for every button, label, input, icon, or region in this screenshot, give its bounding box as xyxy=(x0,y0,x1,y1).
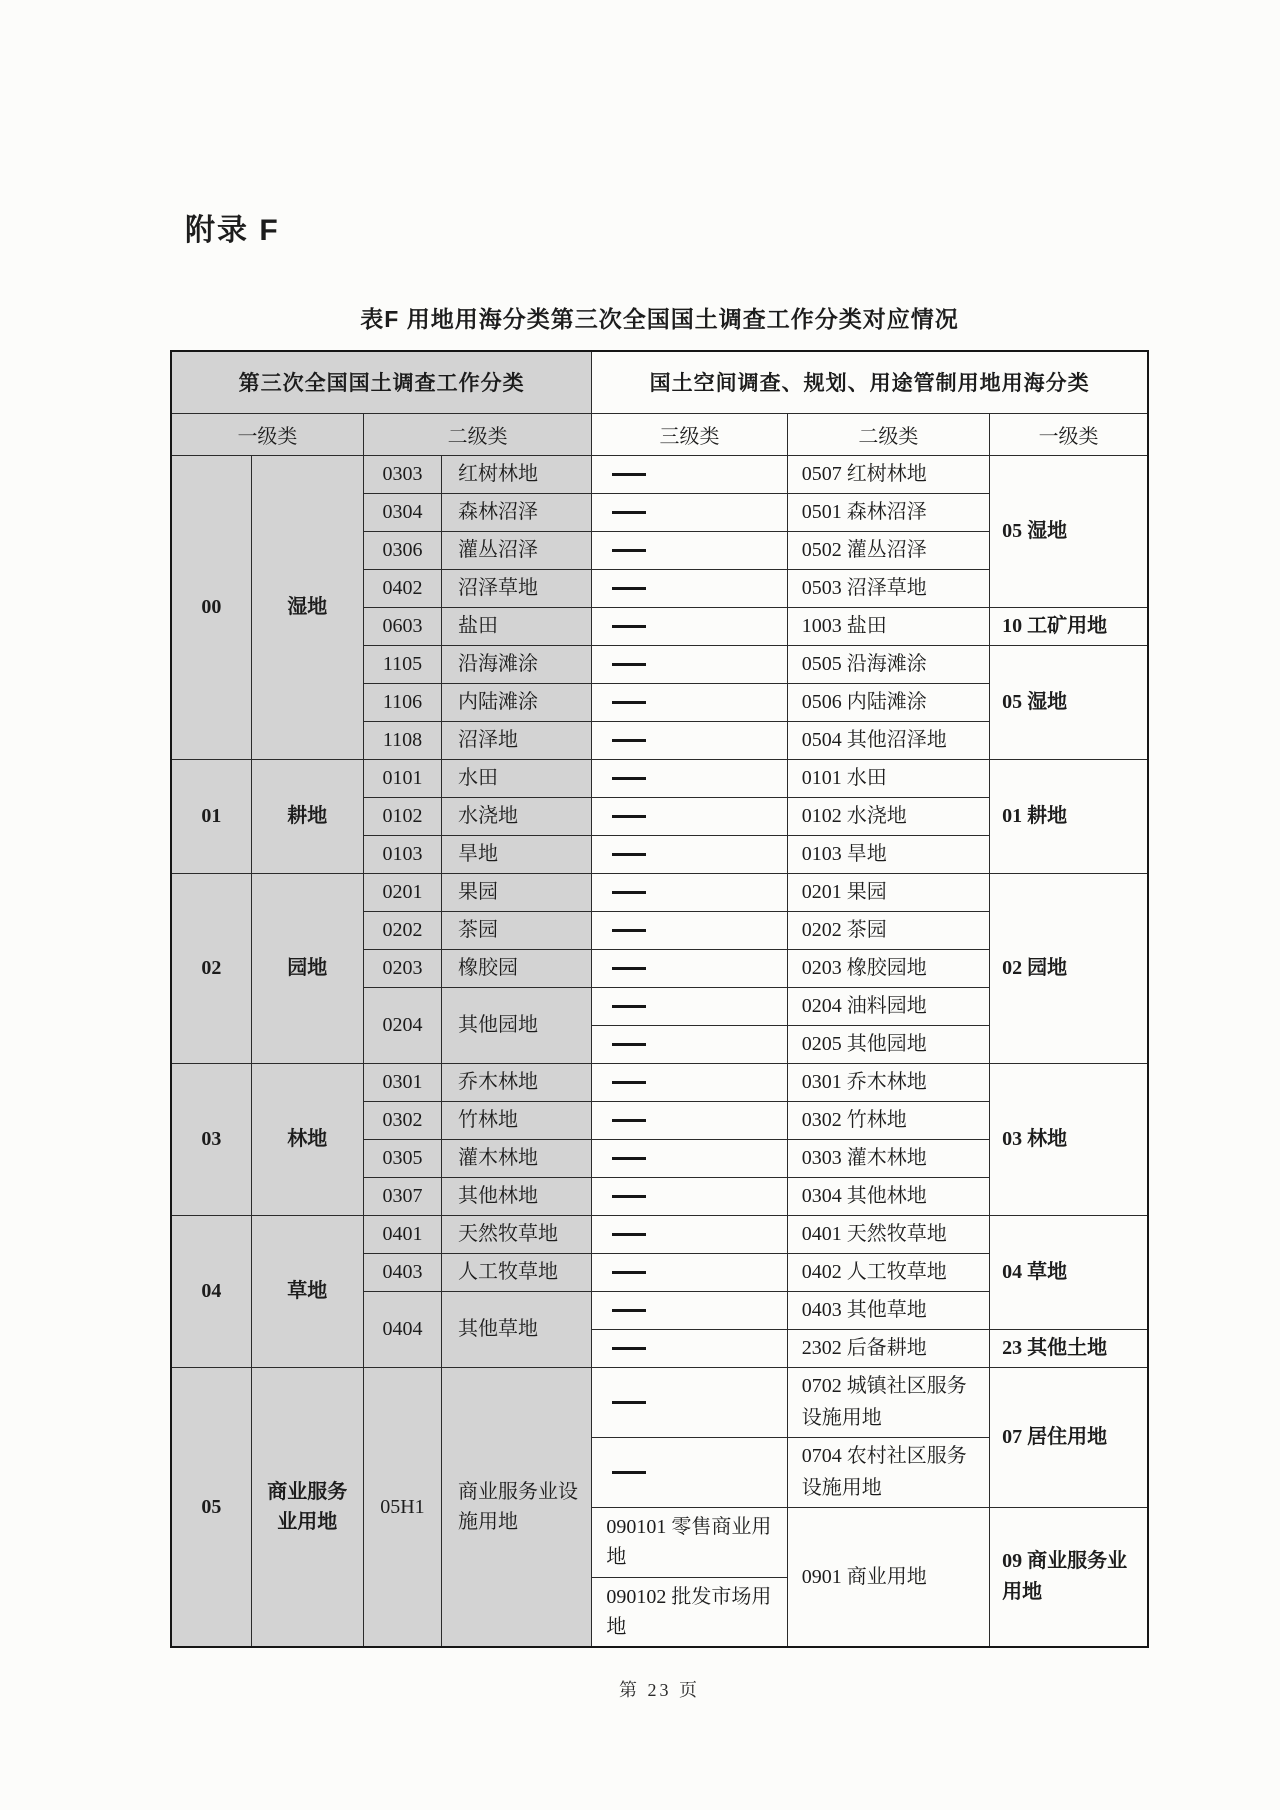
header-right-spatial-classification: 国土空间调查、规划、用途管制用地用海分类 xyxy=(592,351,1148,413)
spatial-level3-cell xyxy=(592,1329,787,1367)
table-row xyxy=(171,1367,1148,1437)
spatial-level2-cell: 0103 旱地 xyxy=(787,835,989,873)
spatial-level2-cell: 0102 水浇地 xyxy=(787,797,989,835)
subheader-left-level1: 一级类 xyxy=(171,413,363,455)
spatial-level3-cell xyxy=(592,607,787,645)
dash-placeholder xyxy=(612,815,646,818)
survey-level1-name-cell: 商业服务业用地 xyxy=(251,1367,363,1647)
spatial-level3-cell xyxy=(592,1215,787,1253)
dash-placeholder xyxy=(612,663,646,666)
subheader-right-level2: 二级类 xyxy=(787,413,989,455)
page-number: 第 23 页 xyxy=(619,1680,700,1700)
spatial-level2-cell: 0205 其他园地 xyxy=(787,1025,989,1063)
survey-level2-code-cell: 0103 xyxy=(363,835,441,873)
dash-placeholder xyxy=(612,1347,646,1350)
survey-level2-name-cell: 灌木林地 xyxy=(442,1139,592,1177)
spatial-level2-cell: 0507 红树林地 xyxy=(787,455,989,493)
spatial-level1-cell: 07 居住用地 xyxy=(990,1367,1148,1507)
table-row xyxy=(171,455,1148,493)
spatial-level3-cell xyxy=(592,759,787,797)
dash-placeholder xyxy=(612,1119,646,1122)
survey-level2-name-cell: 竹林地 xyxy=(442,1101,592,1139)
spatial-level2-cell: 0502 灌丛沼泽 xyxy=(787,531,989,569)
spatial-level2-cell: 0301 乔木林地 xyxy=(787,1063,989,1101)
survey-level2-name-cell: 沼泽地 xyxy=(442,721,592,759)
table-title: 表F 用地用海分类第三次全国国土调查工作分类对应情况 xyxy=(360,306,959,332)
spatial-level2-cell: 0901 商业用地 xyxy=(787,1507,989,1647)
survey-level2-code-cell: 0102 xyxy=(363,797,441,835)
survey-level1-name-cell: 草地 xyxy=(251,1215,363,1367)
spatial-level2-cell: 0304 其他林地 xyxy=(787,1177,989,1215)
spatial-level3-cell xyxy=(592,569,787,607)
dash-placeholder xyxy=(612,1081,646,1084)
dash-placeholder xyxy=(612,1157,646,1160)
spatial-level1-cell: 23 其他土地 xyxy=(990,1329,1148,1367)
survey-level2-name-cell: 其他林地 xyxy=(442,1177,592,1215)
spatial-level1-cell: 03 林地 xyxy=(990,1063,1148,1215)
dash-placeholder xyxy=(612,967,646,970)
survey-level2-name-cell: 森林沼泽 xyxy=(442,493,592,531)
subheader-right-level1: 一级类 xyxy=(990,413,1148,455)
spatial-level3-cell xyxy=(592,1139,787,1177)
survey-level2-code-cell: 0603 xyxy=(363,607,441,645)
survey-level2-name-cell: 灌丛沼泽 xyxy=(442,531,592,569)
spatial-level2-cell: 0702 城镇社区服务设施用地 xyxy=(787,1367,989,1437)
dash-placeholder xyxy=(612,587,646,590)
survey-level2-name-cell: 其他草地 xyxy=(442,1291,592,1367)
spatial-level3-cell xyxy=(592,1177,787,1215)
survey-level1-name-cell: 耕地 xyxy=(251,759,363,873)
table-row xyxy=(171,1063,1148,1101)
survey-level2-code-cell: 1106 xyxy=(363,683,441,721)
spatial-level2-cell: 0201 果园 xyxy=(787,873,989,911)
dash-placeholder xyxy=(612,891,646,894)
spatial-level2-cell: 0302 竹林地 xyxy=(787,1101,989,1139)
survey-level2-name-cell: 水田 xyxy=(442,759,592,797)
spatial-level3-cell xyxy=(592,721,787,759)
dash-placeholder xyxy=(612,1271,646,1274)
spatial-level1-cell: 01 耕地 xyxy=(990,759,1148,873)
spatial-level2-cell: 0101 水田 xyxy=(787,759,989,797)
dash-placeholder xyxy=(612,739,646,742)
survey-level2-code-cell: 0303 xyxy=(363,455,441,493)
classification-correspondence-table xyxy=(170,350,1149,1648)
spatial-level3-cell: 090102 批发市场用地 xyxy=(592,1577,787,1647)
survey-level2-name-cell: 旱地 xyxy=(442,835,592,873)
spatial-level2-cell: 0503 沼泽草地 xyxy=(787,569,989,607)
table-row xyxy=(171,759,1148,797)
survey-level2-code-cell: 0402 xyxy=(363,569,441,607)
spatial-level2-cell: 0506 内陆滩涂 xyxy=(787,683,989,721)
spatial-level1-cell: 05 湿地 xyxy=(990,455,1148,607)
survey-level2-name-cell: 茶园 xyxy=(442,911,592,949)
spatial-level3-cell xyxy=(592,683,787,721)
survey-level2-code-cell: 0404 xyxy=(363,1291,441,1367)
spatial-level3-cell xyxy=(592,493,787,531)
dash-placeholder xyxy=(612,549,646,552)
survey-level2-name-cell: 内陆滩涂 xyxy=(442,683,592,721)
survey-level2-code-cell: 0202 xyxy=(363,911,441,949)
survey-level2-name-cell: 水浇地 xyxy=(442,797,592,835)
spatial-level3-cell xyxy=(592,645,787,683)
spatial-level3-cell xyxy=(592,949,787,987)
spatial-level3-cell xyxy=(592,1367,787,1437)
spatial-level2-cell: 0202 茶园 xyxy=(787,911,989,949)
spatial-level2-cell: 0505 沿海滩涂 xyxy=(787,645,989,683)
dash-placeholder xyxy=(612,1471,646,1474)
header-left-survey-classification: 第三次全国国土调查工作分类 xyxy=(171,351,592,413)
survey-level2-code-cell: 0302 xyxy=(363,1101,441,1139)
spatial-level3-cell xyxy=(592,1437,787,1507)
dash-placeholder xyxy=(612,1195,646,1198)
dash-placeholder xyxy=(612,1043,646,1046)
dash-placeholder xyxy=(612,1401,646,1404)
table-row xyxy=(171,873,1148,911)
spatial-level2-cell: 0401 天然牧草地 xyxy=(787,1215,989,1253)
survey-level2-code-cell: 0301 xyxy=(363,1063,441,1101)
dash-placeholder xyxy=(612,473,646,476)
dash-placeholder xyxy=(612,1309,646,1312)
survey-level1-code-cell: 01 xyxy=(171,759,251,873)
survey-level2-name-cell: 天然牧草地 xyxy=(442,1215,592,1253)
spatial-level2-cell: 0504 其他沼泽地 xyxy=(787,721,989,759)
survey-level2-code-cell: 0101 xyxy=(363,759,441,797)
survey-level1-name-cell: 湿地 xyxy=(251,455,363,759)
survey-level2-code-cell: 0403 xyxy=(363,1253,441,1291)
dash-placeholder xyxy=(612,929,646,932)
survey-level2-name-cell: 沼泽草地 xyxy=(442,569,592,607)
spatial-level2-cell: 0204 油料园地 xyxy=(787,987,989,1025)
spatial-level2-cell: 0303 灌木林地 xyxy=(787,1139,989,1177)
survey-level2-name-cell: 果园 xyxy=(442,873,592,911)
spatial-level2-cell: 0704 农村社区服务设施用地 xyxy=(787,1437,989,1507)
spatial-level3-cell xyxy=(592,797,787,835)
spatial-level3-cell xyxy=(592,455,787,493)
spatial-level1-cell: 09 商业服务业用地 xyxy=(990,1507,1148,1647)
spatial-level3-cell xyxy=(592,873,787,911)
survey-level2-code-cell: 0304 xyxy=(363,493,441,531)
dash-placeholder xyxy=(612,511,646,514)
survey-level1-code-cell: 04 xyxy=(171,1215,251,1367)
dash-placeholder xyxy=(612,1005,646,1008)
table-row xyxy=(171,1215,1148,1253)
spatial-level3-cell xyxy=(592,1063,787,1101)
dash-placeholder xyxy=(612,853,646,856)
subheader-right-level3: 三级类 xyxy=(592,413,787,455)
survey-level2-name-cell: 乔木林地 xyxy=(442,1063,592,1101)
spatial-level3-cell xyxy=(592,911,787,949)
spatial-level2-cell: 0403 其他草地 xyxy=(787,1291,989,1329)
appendix-heading: 附录 F xyxy=(185,214,280,247)
spatial-level3-cell xyxy=(592,987,787,1025)
spatial-level2-cell: 0402 人工牧草地 xyxy=(787,1253,989,1291)
spatial-level1-cell: 02 园地 xyxy=(990,873,1148,1063)
spatial-level3-cell xyxy=(592,1101,787,1139)
dash-placeholder xyxy=(612,625,646,628)
spatial-level3-cell xyxy=(592,531,787,569)
survey-level2-code-cell: 1108 xyxy=(363,721,441,759)
survey-level2-name-cell: 橡胶园 xyxy=(442,949,592,987)
spatial-level3-cell xyxy=(592,1291,787,1329)
table-body xyxy=(171,455,1148,1647)
spatial-level3-cell: 090101 零售商业用地 xyxy=(592,1507,787,1577)
survey-level2-code-cell: 0203 xyxy=(363,949,441,987)
survey-level2-code-cell: 0306 xyxy=(363,531,441,569)
spatial-level3-cell xyxy=(592,1253,787,1291)
survey-level1-code-cell: 00 xyxy=(171,455,251,759)
survey-level2-name-cell: 商业服务业设施用地 xyxy=(442,1367,592,1647)
spatial-level1-cell: 04 草地 xyxy=(990,1215,1148,1329)
spatial-level1-cell: 05 湿地 xyxy=(990,645,1148,759)
survey-level1-code-cell: 05 xyxy=(171,1367,251,1647)
spatial-level2-cell: 1003 盐田 xyxy=(787,607,989,645)
survey-level2-name-cell: 其他园地 xyxy=(442,987,592,1063)
survey-level2-name-cell: 人工牧草地 xyxy=(442,1253,592,1291)
survey-level2-name-cell: 红树林地 xyxy=(442,455,592,493)
survey-level1-code-cell: 02 xyxy=(171,873,251,1063)
survey-level2-name-cell: 沿海滩涂 xyxy=(442,645,592,683)
survey-level2-code-cell: 0201 xyxy=(363,873,441,911)
survey-level2-code-cell: 0204 xyxy=(363,987,441,1063)
survey-level2-name-cell: 盐田 xyxy=(442,607,592,645)
survey-level2-code-cell: 0305 xyxy=(363,1139,441,1177)
survey-level2-code-cell: 0401 xyxy=(363,1215,441,1253)
spatial-level2-cell: 0501 森林沼泽 xyxy=(787,493,989,531)
survey-level1-name-cell: 园地 xyxy=(251,873,363,1063)
survey-level1-name-cell: 林地 xyxy=(251,1063,363,1215)
dash-placeholder xyxy=(612,701,646,704)
subheader-left-level2: 二级类 xyxy=(363,413,591,455)
spatial-level1-cell: 10 工矿用地 xyxy=(990,607,1148,645)
spatial-level3-cell xyxy=(592,1025,787,1063)
dash-placeholder xyxy=(612,1233,646,1236)
survey-level2-code-cell: 05H1 xyxy=(363,1367,441,1647)
survey-level1-code-cell: 03 xyxy=(171,1063,251,1215)
survey-level2-code-cell: 1105 xyxy=(363,645,441,683)
spatial-level2-cell: 0203 橡胶园地 xyxy=(787,949,989,987)
spatial-level2-cell: 2302 后备耕地 xyxy=(787,1329,989,1367)
survey-level2-code-cell: 0307 xyxy=(363,1177,441,1215)
dash-placeholder xyxy=(612,777,646,780)
spatial-level3-cell xyxy=(592,835,787,873)
